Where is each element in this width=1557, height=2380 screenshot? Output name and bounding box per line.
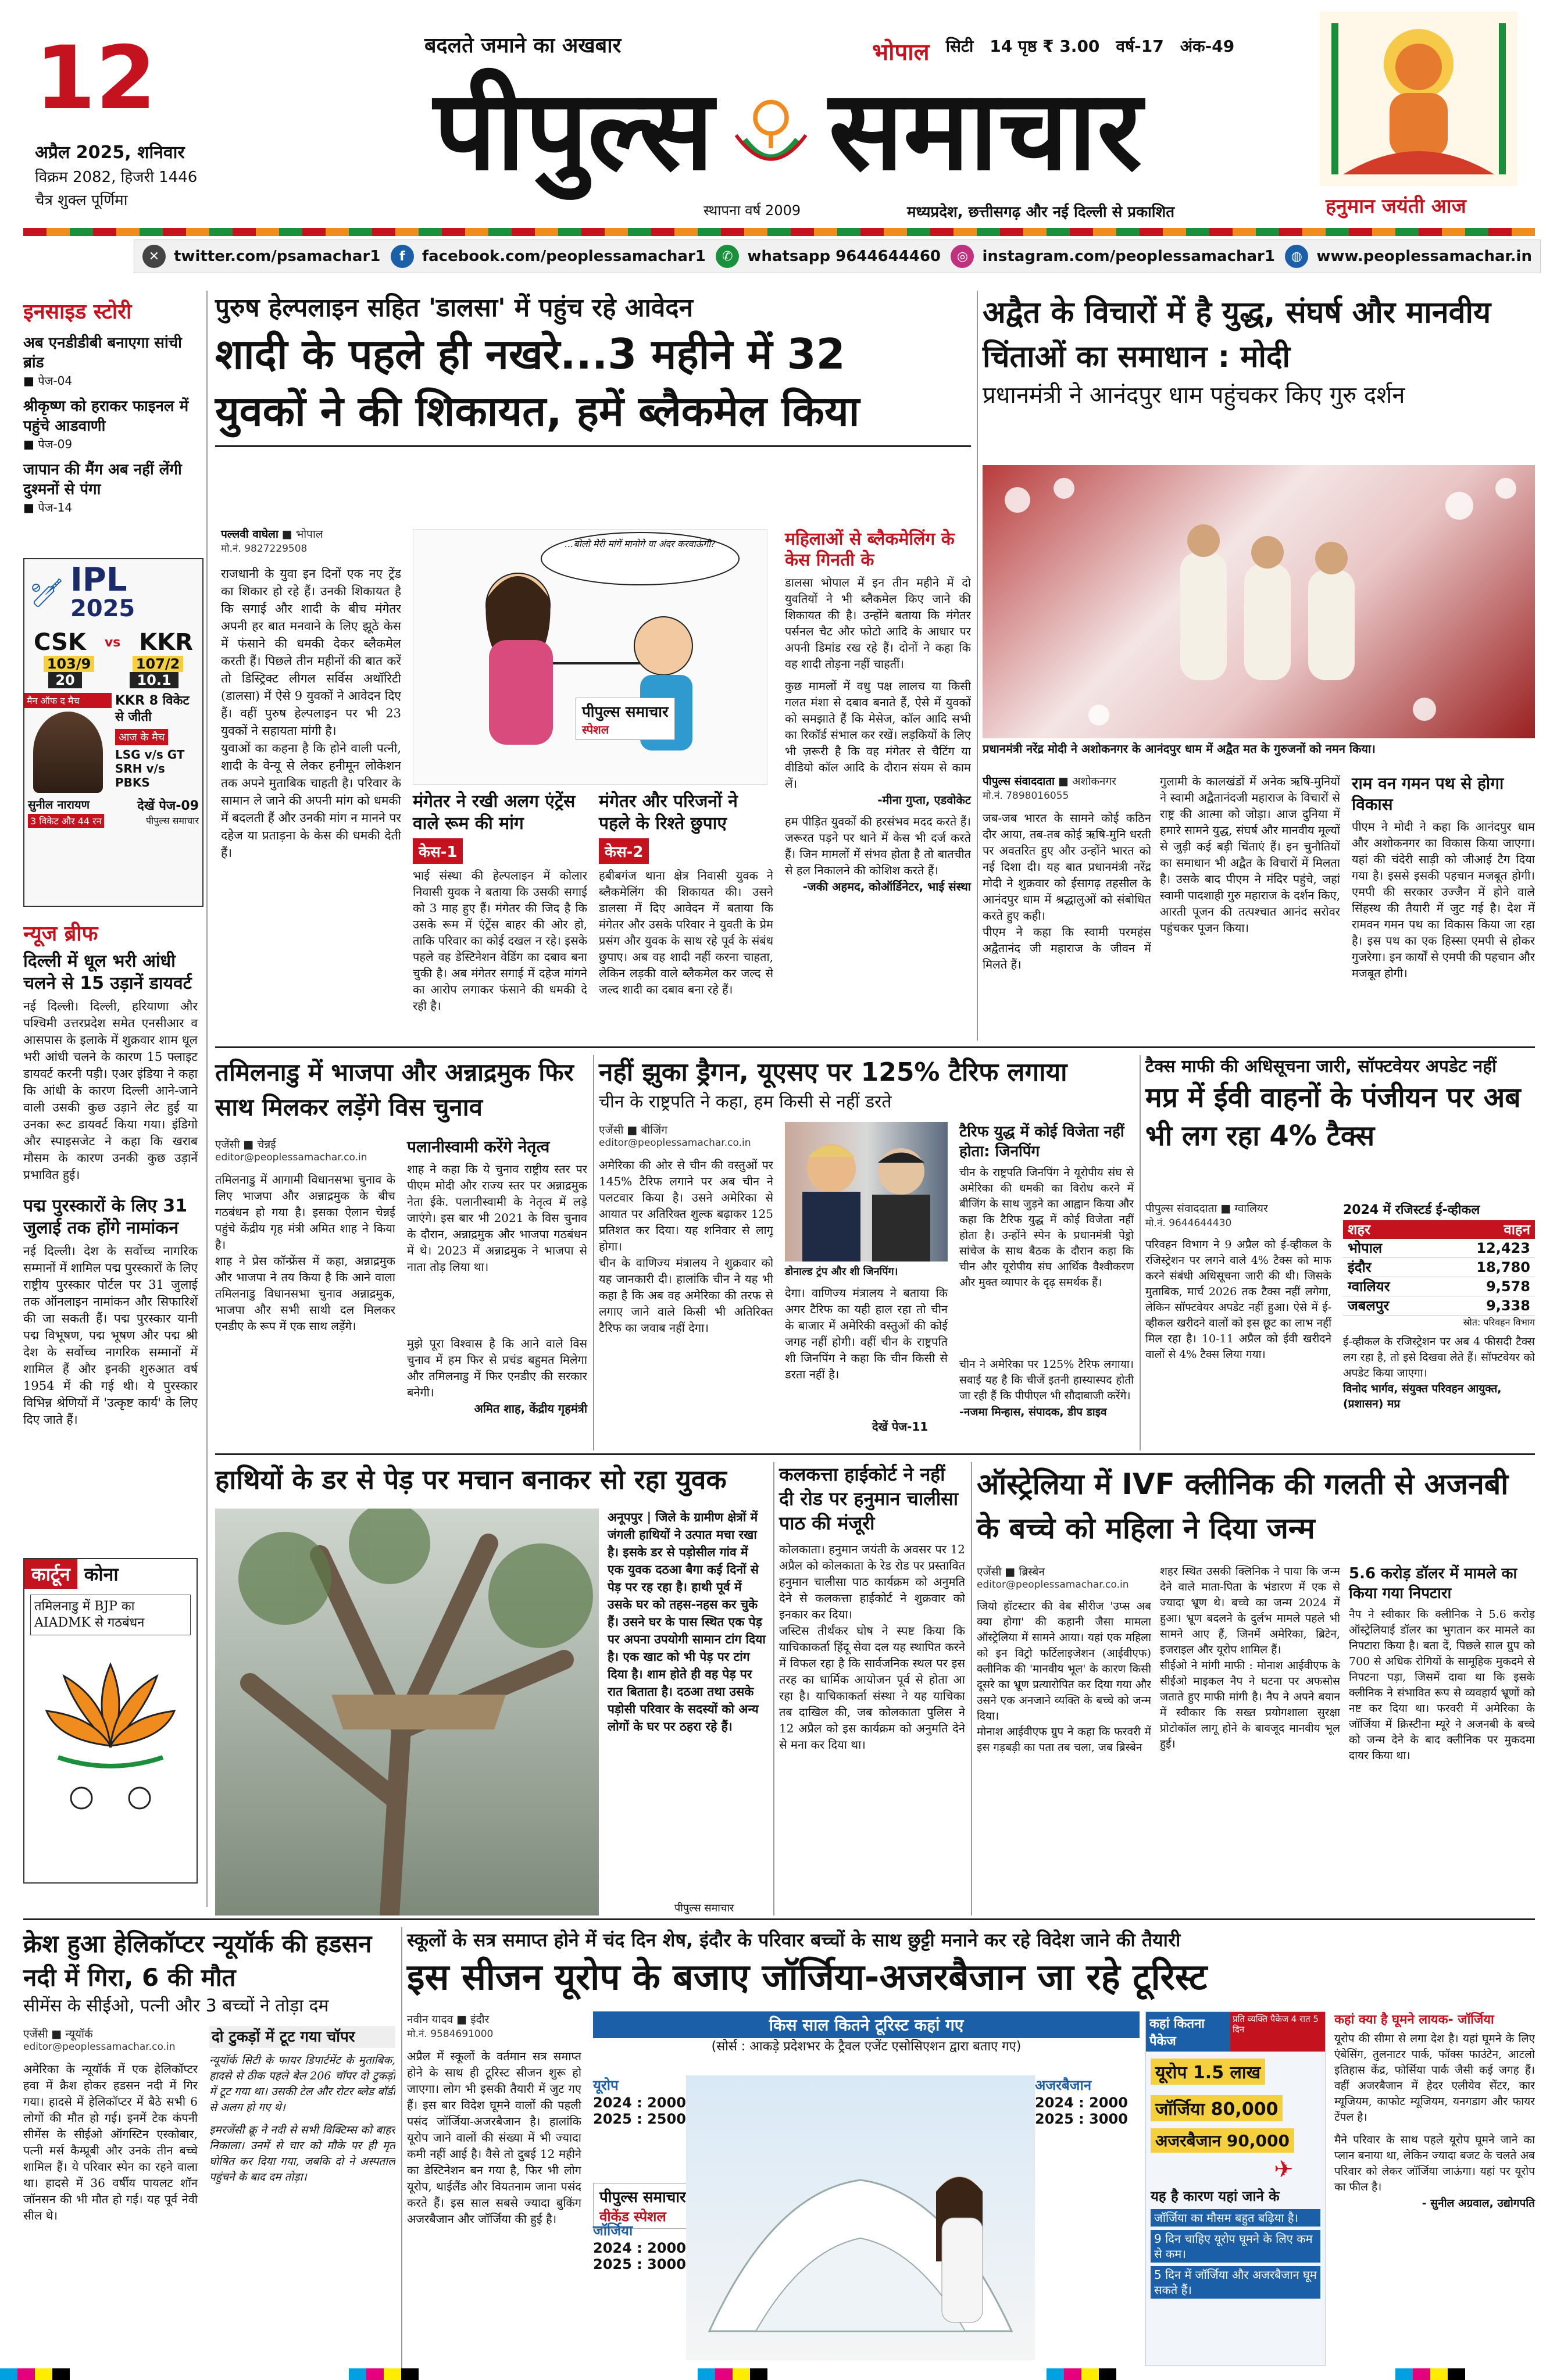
china-body-2: देगा। वाणिज्य मंत्रालय ने बताया कि अगर टैरिफ का यही हाल रहा तो चीन के बाजार में अमेरिकी वस्तुओं की कोई जगह नहीं होगी। वहीं चीन के राष्ट्रपति शी जिनपिंग ने कहा कि चीन किसी से डरता नहीं है। bbox=[785, 1286, 948, 1381]
case1-body: भाई संस्था की हेल्पलाइन में कोलार निवासी युवक ने बताया कि उसकी सगाई को 3 माह हुए हैं। मंगेतर की जिद है कि उसके रूम में एंट्रेंस बाहर की ओर हो, ताकि परिवार का कोई दखल न रहे। इसके पहले वह डेस्टिनेशन वेडिंग का दबाव बना चुकी है। अब मंगेतर सगाई में दहेज मांगने का आरोप लगाकर फंसाने की धमकी दे रही है। bbox=[413, 869, 587, 1013]
byline-name: पीपुल्स संवाददाता bbox=[983, 775, 1055, 788]
facebook-icon: f bbox=[391, 245, 414, 268]
social-facebook[interactable] bbox=[391, 245, 706, 268]
chart-source: (सोर्स : आकड़े प्रदेशभर के ट्रैवल एजेंट एसोसिएशन द्वारा बताए गए) bbox=[711, 2039, 1022, 2054]
china-see-page[interactable]: देखें पेज-11 bbox=[872, 1420, 929, 1434]
ivf-byline: एजेंसी ■ ब्रिस्बेन bbox=[977, 1566, 1045, 1578]
modi-story bbox=[983, 291, 1535, 1041]
inside-item[interactable] bbox=[23, 333, 198, 388]
heli-body: अमेरिका के न्यूयॉर्क में एक हेलिकॉप्टर हवा में क्रैश होकर हडसन नदी में गिर गया। हादसे में हेलिकॉप्टर में बैठे सभी 6 लोगों की मौत हो गई। इनमें टेक कंपनी सीमेंस के सीईओ ऑगस्टिन एस्कोबार, पत्नी मर्स कैम्प्रूबी और उनके तीन बच्चे शामिल हैं। ये परिवार स्पेन का रहने वाला था। हादसे में 36 वर्षीय पायलट शॉन जॉनसन की भी मौत हो गई। यह पूर्व नेवी सील थे। bbox=[23, 2062, 198, 2222]
tourism-byline: नवीन यादव ■ इंदौर bbox=[407, 2013, 490, 2026]
rule bbox=[215, 1046, 1535, 1048]
ipl-credit: पीपुल्स समाचार bbox=[145, 815, 199, 826]
news-brief bbox=[23, 919, 198, 1558]
column-divider bbox=[1140, 1055, 1141, 1450]
brief-body: नई दिल्ली। दिल्ली, हरियाणा और पश्चिमी उत्तरप्रदेश समेत एनसीआर व आसपास के इलाके में शुक्रवार शाम धूल भरी आंधी चलने के कारण 15 फ्लाइट डायवर्ट करनी पड़ी। एअर इंडिया ने कहा कि आंधी के कारण दिल्ली आने-जाने वाली उसकी कुछ उड़ाने लेट हुई या उनका रूट डायवर्ट किया गया। इंडिगो और स्पाइसजेट ने कहा कि खराब मौसम के कारण उनकी कुछ उड़ानें प्रभावित हुई। bbox=[23, 999, 198, 1182]
modi-side-head: राम वन गमन पथ से होगा विकास bbox=[1352, 774, 1504, 814]
georgia-2025: 2025 : 3000 bbox=[593, 2256, 686, 2272]
elephant-credit: पीपुल्स समाचार bbox=[674, 1902, 734, 1914]
special-badge bbox=[576, 698, 675, 740]
heli-byline: एजेंसी ■ न्यूयॉर्क bbox=[23, 2028, 93, 2040]
founded: स्थापना वर्ष 2009 bbox=[703, 202, 801, 219]
row-count: 18,780 bbox=[1476, 1259, 1530, 1275]
ev-kicker: टैक्स माफी की अधिसूचना जारी, सॉफ्टवेयर अपडेट नहीं bbox=[1145, 1056, 1497, 1077]
heli-story bbox=[23, 1927, 395, 2369]
x-icon: ✕ bbox=[142, 245, 166, 268]
lead-side-head: महिलाओं से ब्लैकमेलिंग के केस गिनती के bbox=[785, 529, 955, 570]
modi-byline: पीपुल्स संवाददाता ■ अशोकनगर bbox=[983, 775, 1116, 788]
ivf-headline[interactable]: ऑस्ट्रेलिया में IVF क्लीनिक की गलती से अजनबी के बच्चे को महिला ने दिया जन्म bbox=[977, 1467, 1509, 1545]
inside-item-page: ■ पेज-09 bbox=[23, 437, 73, 451]
inside-item-text: जापान की मैंग अब नहीं लेंगी दुश्मनों से पंगा bbox=[23, 461, 182, 498]
lead-mobile: मो.नं. 9827229508 bbox=[221, 543, 308, 555]
ev-headline[interactable]: मप्र में ईवी वाहनों के पंजीयन पर अब भी लग रहा 4% टैक्स bbox=[1145, 1081, 1521, 1152]
ipl-team1: CSK bbox=[33, 629, 86, 656]
ipl-match1: LSG v/s GT bbox=[115, 748, 185, 762]
ipl-result: KKR 8 विकेट से जीती bbox=[115, 694, 190, 724]
ivf-side-body: नैप ने स्वीकार कि क्लीनिक ने 5.6 करोड़ ऑस्ट्रेलियाई डॉलर का भुगतान कर मामले का निपटारा किया है। बता दें, पिछले साल ग्रुप को 700 से अधिक रोगियों के सामूहिक मुकदमे से निपटना पड़ा, जिसमें दावा था कि इसके क्लीनिक ने संभावित रूप से व्यवहार्य भ्रूणों को नष्ट कर दिया था। फरवरी में अमेरिका के जॉर्जिया में क्रिस्टीना म्यूरे ने अजनबी के बच्चे को जन्म देने के बाद क्लीनिक पर मुकदमा दायर किया था। bbox=[1349, 1608, 1535, 1762]
ev-story bbox=[1145, 1055, 1535, 1450]
ipl-team2: KKR bbox=[139, 629, 194, 656]
heli-deck: सीमेंस के सीईओ, पत्नी और 3 बच्चों ने तोड़ा दम bbox=[23, 1996, 329, 2016]
ipl-title: IPL bbox=[70, 561, 127, 599]
hanuman-illustration bbox=[1320, 12, 1517, 186]
row-city: इंदौर bbox=[1348, 1259, 1372, 1275]
ev-table bbox=[1343, 1200, 1535, 1411]
tourist-chart bbox=[593, 2011, 1140, 2360]
issue: अंक-49 bbox=[1180, 37, 1235, 56]
reasons-title: यह है कारण यहां जाने के bbox=[1151, 2188, 1280, 2204]
column-divider bbox=[977, 291, 978, 1041]
china-story bbox=[599, 1055, 1134, 1450]
ivf-body: जियो हॉटस्टार की वेब सीरीज 'उप्स अब क्या होगा' की कहानी जैसा मामला ऑस्ट्रेलिया में सामने आया। यहां एक महिला को इन विट्रो फर्टिलाइजेशन (आईवीएफ) क्लीनिक की 'मानवीय भूल' के कारण किसी दूसरे का भ्रूण प्रत्यारोपित कर दिया गया और उसने एक अनजाने व्यक्ति के बच्चे को जन्म दिया। मोनाश आईवीएफ ग्रुप ने कहा कि फरवरी में इस गड़बड़ी का पता तब चला, जब ब्रिस्बेन bbox=[977, 1600, 1151, 1754]
tn-quote: मुझे पूरा विश्वास है कि आने वाले विस चुनाव में हम फिर से प्रचंड बहुमत मिलेगा और तमिलनाडु में फिर एनडीए की सरकार बनेगी। bbox=[407, 1336, 587, 1399]
globe-icon: ◍ bbox=[1285, 245, 1308, 268]
heli-bullet: इमरजेंसी क्रू ने नदी से सभी विक्टिम्स को बाहर निकाला। उनमें से चार को मौके पर ही मृत घोषित कर दिया गया, जबकि दो ने अस्पताल पहुंचने के बाद दम तोड़ा। bbox=[209, 2124, 395, 2184]
masthead-stripe bbox=[23, 228, 1535, 236]
case2-body: हबीबगंज थाना क्षेत्र निवासी युवक ने ब्लैकमेलिंग की शिकायत की। उसने डालसा में दिए आवेदन में बताया कि मंगेतर और उसके परिवार ने युवती के प्रेम प्रसंग और युवक के साथ रहे पूर्व के संबंध छुपाए। अब वह शादी नहीं करना चाहता, लेकिन लड़की वाले ब्लैकमेल कर जल्द से जल्द शादी का दबाव बना रहे हैं। bbox=[599, 869, 773, 996]
tn-body: तमिलनाडु में आगामी विधानसभा चुनाव के लिए भाजपा और अन्नाद्रमुक के बीच गठबंधन हो गया है। इसका ऐलान चेन्नई पहुंचे केंद्रीय गृह मंत्री अमित शाह ने किया है। शाह ने प्रेस कॉन्फ्रेंस में कहा, अन्नाद्रमुक और भाजपा ने तय किया है कि आने वाला तमिलनाडु विधानसभा चुनाव अन्नाद्रमुक, भाजपा और सभी साथी दल मिलकर एनडीए के रूप में एक साथ लड़ेंगे। bbox=[215, 1173, 395, 1333]
cartoon-caption: तमिलनाडु में BJP का AIADMK से गठबंधन bbox=[30, 1595, 191, 1635]
rule bbox=[215, 445, 971, 447]
heli-email: editor@peoplessamachar.co.in bbox=[23, 2041, 176, 2053]
tn-email: editor@peoplessamachar.co.in bbox=[215, 1152, 367, 1163]
lead-headline[interactable]: शादी के पहले ही नखरे...3 महीने में 32 युवकों ने की शिकायत, हमें ब्लैकमेल किया bbox=[215, 330, 860, 435]
column-divider bbox=[971, 1462, 972, 1916]
georgia-label: जॉर्जिया bbox=[593, 2222, 633, 2239]
ev-byline: पीपुल्स संवाददाता ■ ग्वालियर bbox=[1145, 1202, 1268, 1215]
brief-headline[interactable]: दिल्ली में धूल भरी आंधी चलने से 15 उड़ानें डायवर्ट bbox=[23, 951, 192, 994]
instagram-icon: ◎ bbox=[951, 245, 974, 268]
table-row bbox=[1343, 1239, 1535, 1258]
logo-emblem-icon bbox=[727, 87, 815, 174]
azer-2024: 2024 : 2000 bbox=[1035, 2095, 1128, 2111]
ipl-overs2: 10.1 bbox=[130, 672, 178, 688]
inside-item-text: श्रीकृष्ण को हराकर फाइनल में पहुंचे आडवाणी bbox=[23, 398, 189, 435]
byline-name: पल्लवी वाघेला bbox=[221, 528, 278, 541]
china-side-head: टैरिफ युद्ध में कोई विजेता नहीं होता: जिनपिंग bbox=[959, 1123, 1124, 1160]
pkg-georgia: जॉर्जिया 80,000 bbox=[1151, 2095, 1283, 2121]
tourism-quote-by: - सुनील अग्रवाल, उद्योगपति bbox=[1422, 2197, 1535, 2210]
modi-photo bbox=[983, 465, 1535, 738]
ev-mobile: मो.नं. 9644644430 bbox=[1145, 1217, 1232, 1229]
social-web[interactable] bbox=[1285, 245, 1532, 268]
trump-xi-caption: डोनाल्ड ट्रंप और शी जिनपिंग। bbox=[785, 1266, 898, 1278]
special-brand: पीपुल्स समाचार bbox=[599, 2189, 686, 2206]
ipl-see-page[interactable]: देखें पेज-09 bbox=[137, 799, 199, 813]
festival-label: हनुमान जयंती आज bbox=[1326, 195, 1466, 218]
special-label: वीकेंड स्पेशल bbox=[599, 2209, 666, 2225]
rule bbox=[23, 1918, 1535, 1920]
ev-quote: ई-व्हीकल के रजिस्ट्रेशन पर अब 4 फीसदी टैक्स लग रहा है, तो इसे दिखवा लेते हैं। सॉफ्टवेयर को अपडेट किया जाएगा। bbox=[1343, 1335, 1535, 1380]
social-twitter[interactable] bbox=[142, 245, 380, 268]
modi-caption: प्रधानमंत्री नरेंद्र मोदी ने अशोकनगर के आनंदपुर धाम में अद्वैत मत के गुरुजनों को नमन किया। bbox=[983, 742, 1376, 756]
georgia-2024: 2024 : 2000 bbox=[593, 2240, 686, 2256]
lead-side-body: डालसा भोपाल में इन तीन महीने में दो युवतियों ने भी ब्लैकमेल किए जाने की शिकायत की है। उन्होंने बताया कि मंगेतर पर्सनल चैट और फोटो आदि के आधार पर अपनी डिमांड रख रहे हैं। दोनों ने कहा कि वह शादी तोड़ना नहीं चाहतीं। bbox=[785, 576, 971, 671]
elephant-headline[interactable]: हाथियों के डर से पेड़ पर मचान बनाकर सो रहा युवक bbox=[215, 1464, 727, 1495]
whatsapp-icon: ✆ bbox=[716, 245, 739, 268]
date-line-3: चैत्र शुक्ल पूर्णिमा bbox=[35, 192, 128, 209]
player-photo bbox=[33, 712, 103, 793]
social-bar bbox=[134, 240, 1541, 273]
heli-headline[interactable]: क्रेश हुआ हेलिकॉप्टर न्यूयॉर्क की हडसन नदी में गिरा, 6 की मौत bbox=[23, 1929, 372, 1992]
tourism-story bbox=[407, 1927, 1535, 2369]
pkg-europe: यूरोप 1.5 लाख bbox=[1151, 2059, 1265, 2085]
inside-item-page: ■ पेज-04 bbox=[23, 374, 73, 388]
lead-kicker[interactable]: पुरुष हेल्पलाइन सहित 'डालसा' में पहुंच रहे आवेदन bbox=[215, 293, 694, 323]
quote-2: हम पीड़ित युवकों की हरसंभव मदद करते हैं। जरूरत पड़ने पर थाने में केस भी दर्ज करते हैं। जिन मामलों में संभव होता है तो बातचीत से हल निकालने की कोशिश करते हैं। bbox=[785, 814, 971, 877]
special-brand: पीपुल्स समाचार bbox=[582, 703, 669, 721]
sub1-head: मंगेतर ने रखी अलग एंट्रेंस वाले रूम की मांग bbox=[413, 791, 576, 834]
chart-title: किस साल कितने टूरिस्ट कहां गए bbox=[593, 2011, 1140, 2038]
tree-machan-photo bbox=[215, 1509, 599, 1916]
quote-1: कुछ मामलों में वधु पक्ष लालच या किसी गलत मंशा से दबाव बनाते हैं, ऐसे में युवकों को समझाते हैं कि मेसेज, कॉल आदि सभी का रिकॉर्ड संभाल कर रखें। लड़कियों के लिए भी ज़रूरी है कि वह मंगेतर से चैटिंग या वीडियो कॉल आदि के दौरान संयम से काम लें। bbox=[785, 679, 971, 791]
instagram-link[interactable]: instagram.com/peoplessamachar1 bbox=[982, 248, 1275, 265]
package-box bbox=[1145, 2011, 1326, 2366]
brief-headline[interactable]: पद्म पुरस्कारों के लिए 31 जुलाई तक होंगे नामांकन bbox=[23, 1196, 188, 1238]
ivf-email: editor@peoplessamachar.co.in bbox=[977, 1579, 1129, 1591]
col-vehicle: वाहन bbox=[1504, 1221, 1530, 1238]
date-number: 12 bbox=[35, 28, 156, 129]
lead-body: राजधानी के युवा इन दिनों एक नए ट्रेंड का शिकार हो रहे हैं। उनकी शिकायत है कि सगाई और शादी के बीच मंगेतर अपनी हर बात मनवाने के लिए झूठे केस में फंसाने की धमकी देकर ब्लैकमेल करती हैं। पिछले तीन महीनों की बात करें तो डिस्ट्रिक्ट लीगल सर्विस अथॉरिटी (डालसा) में ऐसे 9 युवकों ने आवेदन दिए हैं। वहीं पुरुष हेल्पलाइन पर भी 23 युवकों ने सहायता मांगी है। युवाओं का कहना है कि होने वाली पत्नी, शादी के वेन्यू से लेकर हनीमून लोकेशन तक अपने मुताबिक चाहती है। परिवार के सामान ले जाने की अपनी मांग को धमकी में बदलती हैं और उनकी मांग न मानने पर दहेज या प्रताड़ना के केस की धमकी देती हैं। bbox=[221, 567, 401, 860]
inside-story-title: इनसाइड स्टोरी bbox=[23, 300, 132, 324]
hc-body: कोलकाता। हनुमान जयंती के अवसर पर 12 अप्रैल को कोलकाता के रेड रोड पर प्रस्तावित हनुमान चालीसा पाठ कार्यक्रम को अनुमति देने से कलकत्ता हाईकोर्ट ने शुक्रवार को इनकार कर दिया। जस्टिस तीर्थंकर घोष ने स्पष्ट किया कि याचिकाकर्ता हिंदू सेवा दल यह स्थापित करने में विफल रहा है कि सार्वजनिक स्थल पर इस तरह का धार्मिक आयोजन पूर्व से होता आ रहा है। याचिकाकर्ता संस्था ने यह याचिका तब दाखिल की, जब कोलकाता पुलिस ने 12 अप्रैल को इस कार्यक्रम को अनुमति देने से मना कर दिया था। bbox=[779, 1542, 965, 1752]
reason-item: जॉर्जिया का मौसम बहुत बढ़िया है। bbox=[1151, 2209, 1320, 2227]
column-divider bbox=[773, 1462, 774, 1916]
table-row bbox=[1343, 1296, 1535, 1316]
china-headline[interactable]: नहीं झुका ड्रैगन, यूएसए पर 125% टैरिफ लगाया bbox=[599, 1057, 1067, 1087]
elephant-caption: अनूपपुर | जिले के ग्रामीण क्षेत्रों में जंगली हाथियों ने उत्पात मचा रखा है। इसके डर से पड़ोसील गांव में एक युवक दठआ बैगा कई दिनों से पेड़ पर रह रहा है। हाथी पूर्व में उसके घर को तहस-नहस कर चुके हैं। उसने घर के पास स्थित एक पेड़ पर अपना उपयोगी सामान टांग दिया है। एक खाट को भी पेड़ पर टांग दिया है। शाम होते ही वह पेड़ पर रात बिताता है। दठआ तथा उसके पड़ोसी परिवार के सदस्यों को अन्य लोगों के घर पर ठहरा रहे हैं। bbox=[608, 1510, 766, 1734]
brief-body: नई दिल्ली। देश के सर्वोच्च नागरिक सम्मानों में शामिल पद्म पुरस्कारों के लिए राष्ट्रीय पुरस्कार पोर्टल पर 31 जुलाई तक ऑनलाइन नामांकन और सिफारिशें की जा सकती हैं। पद्म पुरस्कार यानी पद्म विभूषण, पद्म भूषण और पद्म श्री देश के सर्वोच्च नागरिक सम्मानों में शामिल हैं और इनकी शुरुआत वर्ष 1954 में की गई थी। ये पुरस्कार विभिन्न श्रेणियों में 'उत्कृष्ट कार्य' के लिए दिए जाते हैं। bbox=[23, 1244, 198, 1427]
package-title: कहां कितना पैकेज bbox=[1146, 2012, 1230, 2052]
edition: सिटी bbox=[945, 37, 974, 56]
tn-quote-by: अमित शाह, केंद्रीय गृहमंत्री bbox=[474, 1402, 587, 1416]
masthead bbox=[0, 0, 1557, 238]
ipl-player: सुनील नारायण bbox=[28, 798, 90, 812]
inside-item[interactable] bbox=[23, 460, 198, 515]
ivf-body-2: शहर स्थित उसकी क्लिनिक ने पाया कि जन्म देने वाले माता-पिता के भंडारण में एक से ज्यादा भ्रूण थे। बच्चे का जन्म 2024 में हुआ। भ्रूण बदलने के दुर्लभ मामले पहले भी सामने आए हैं, जिनमें अमेरिका, ब्रिटेन, इजराइल और यूरोप शामिल हैं। सीईओ ने मांगी माफी : मोनाश आईवीएफ के सीईओ माइकल नैप ने घटना पर अफसोस जताते हुए माफी मांगी है। नैप ने अपने बयान में स्वीकार कि सख्त प्रयोगशाला सुरक्षा प्रोटोकॉल लागू होने के बावजूद मानवीय भूल हुई। bbox=[1160, 1565, 1340, 1750]
europe-2025: 2025 : 2500 bbox=[593, 2111, 686, 2127]
row-count: 9,338 bbox=[1486, 1298, 1530, 1314]
print-marks bbox=[0, 2368, 1557, 2380]
tagline: बदलते जमाने का अखबार bbox=[424, 34, 622, 58]
europe-2024: 2024 : 2000 bbox=[593, 2095, 686, 2111]
lotus-illustration bbox=[41, 1641, 180, 1827]
case2-label: केस-2 bbox=[599, 838, 649, 864]
ipl-bat-icon: 🏏︎ bbox=[29, 576, 65, 609]
byline-city: अशोकनगर bbox=[1072, 775, 1116, 788]
plane-icon: ✈ bbox=[1274, 2156, 1294, 2183]
inside-item-page: ■ पेज-14 bbox=[23, 501, 73, 514]
china-quote-by: -नजमा मिन्हास, संपादक, डीप डाइव bbox=[959, 1406, 1107, 1418]
ev-table-title: 2024 में रजिस्टर्ड ई-व्हीकल bbox=[1343, 1203, 1480, 1217]
sculpture-photo bbox=[686, 2075, 1035, 2360]
ev-quote-by: विनोद भार्गव, संयुक्त परिवहन आयुक्त, (प्रशासन) मप्र bbox=[1343, 1382, 1502, 1410]
table-row bbox=[1343, 1277, 1535, 1296]
modi-side-body: पीएम ने मोदी ने कहा कि आनंदपुर धाम और अशोकनगर का विकास किया जाएगा। यहां की चंदेरी साड़ी को जीआई टैग दिया गया है। इससे इसकी पहचान मजबूत होगी। एमपी की सरकार उज्जैन में होने वाले सिंहस्थ की तैयारी में जुट गई है। देश में रामवन गमन पथ का विकास किया जा रहा है। इस पथ का एक हिस्सा एमपी से होकर गुजरेगा। इन कार्यों से एमपी की पहचान और मजबूत होगी। bbox=[1352, 820, 1535, 980]
tn-sub-head: पलानीस्वामी करेंगे नेतृत्व bbox=[407, 1137, 550, 1156]
sub2-head: मंगेतर और परिजनों ने पहले के रिश्ते छुपाए bbox=[599, 791, 738, 834]
china-deck: चीन के राष्ट्रपति ने कहा, हम किसी से नहीं डरते bbox=[599, 1092, 892, 1112]
social-whatsapp[interactable] bbox=[716, 245, 941, 268]
lead-byline: पल्लवी वाघेला ■ भोपाल bbox=[221, 528, 323, 541]
tourism-headline[interactable]: इस सीजन यूरोप के बजाए जॉर्जिया-अजरबैजान जा रहे टूरिस्ट bbox=[407, 1956, 1208, 1998]
special-label: स्पेशल bbox=[582, 723, 609, 737]
col-city: शहर bbox=[1348, 1221, 1370, 1238]
ipl-match2: SRH v/s PBKS bbox=[115, 762, 165, 789]
edition-info bbox=[872, 35, 1234, 67]
whatsapp-link[interactable]: whatsapp 9644644460 bbox=[747, 248, 941, 265]
ivf-story bbox=[977, 1462, 1535, 1916]
modi-mobile: मो.नं. 7898016055 bbox=[983, 790, 1069, 802]
ipl-today-label: आज के मैच bbox=[115, 729, 168, 745]
tourism-mobile: मो.नं. 9584691000 bbox=[407, 2028, 494, 2040]
row-city: ग्वालियर bbox=[1348, 1278, 1390, 1295]
inside-item-text: अब एनडीडीबी बनाएगा सांची ब्रांड bbox=[23, 334, 182, 371]
social-instagram[interactable] bbox=[951, 245, 1274, 268]
heli-sub-head: दो टुकड़ों में टूट गया चॉपर bbox=[209, 2026, 395, 2048]
package-sub: प्रति व्यक्ति पैकेज 4 रात 5 दिन bbox=[1230, 2012, 1325, 2052]
cartoon-title-2: कोना bbox=[84, 1563, 119, 1585]
news-brief-title: न्यूज ब्रीफ bbox=[23, 922, 98, 946]
hc-headline[interactable]: कलकत्ता हाईकोर्ट ने नहीं दी रोड पर हनुमान चालीसा पाठ की मंजूरी bbox=[779, 1463, 959, 1534]
row-city: जबलपुर bbox=[1348, 1298, 1390, 1314]
cartoon-bubble-text: ...बोलो मेरी मांगें मानोगे या अंदर करवाऊंगी? bbox=[565, 538, 716, 549]
modi-body-2: गुलामी के कालखंडों में अनेक ऋषि-मुनियों ने स्वामी अद्वैतानंदजी महाराज के विचारों से राष्ट्र की आत्मा को जोड़ा। आज दुनिया में हमारे सामने युद्ध, संघर्ष और मानवीय मूल्यों से जुड़ी कई बड़ी चिंताएं हैं। इन चुनौतियों का समाधान भी अद्वैत के विचारों में मिलता है। उसके बाद पीएम ने मंदिर पहुंचे, जहां स्वामी पादशाही गुरु महाराज के दर्शन किए, आरती पूजन की तत्पश्चात आनंद सरोवर पहुंचकर पूजन किया। bbox=[1160, 774, 1340, 935]
tn-headline[interactable]: तमिलनाडु में भाजपा और अन्नाद्रमुक फिर साथ मिलकर लड़ेंगे विस चुनाव bbox=[215, 1058, 574, 1121]
modi-body: जब-जब भारत के सामने कोई कठिन दौर आया, तब-तब कोई ऋषि-मुनि धरती पर अवतरित हुए और उन्होंने भारत को नई दिशा दी। यह बात प्रधानमंत्री नरेंद्र मोदी ने शुक्रवार को ईसागढ़ तहसील के आनंदपुर धाम में श्रद्धालुओं को संबोधित करते हुए कही। पीएम ने कहा कि स्वामी परमहंस अद्वैतानंद जी महाराज के जीवन में मिलते हैं। bbox=[983, 811, 1151, 971]
reason-item: 9 दिन चाहिए यूरोप घूमने के लिए कम से कम। bbox=[1151, 2230, 1320, 2263]
date-line-2: विक्रम 2082, हिजरी 1446 bbox=[35, 169, 198, 186]
tourism-side-title: कहां क्या है घूमने लायक- जॉर्जिया bbox=[1334, 2013, 1494, 2027]
cartoon-corner bbox=[23, 1558, 198, 1884]
ipl-year: 2025 bbox=[70, 595, 135, 622]
ivf-side-head: 5.6 करोड़ डॉलर में मामले का किया गया निपटारा bbox=[1349, 1565, 1517, 1602]
azer-2025: 2025 : 3000 bbox=[1035, 2111, 1128, 2127]
rule bbox=[215, 1453, 1535, 1455]
facebook-link[interactable]: facebook.com/peoplessamachar1 bbox=[422, 248, 706, 265]
byline-city: भोपाल bbox=[295, 528, 323, 541]
ipl-mom-label: मैन ऑफ द मैच bbox=[24, 693, 112, 708]
tourism-side-body: यूरोप की सीमा से लगा देश है। यहां घूमने के लिए एंबेसिंग, तुलनाटर पार्क, फॉक्स फाउंटेन, आटलो इतिहास केंद्र, फोर्सिया पार्क जैसी कई जगह हैं। वहीं अजरबैजान में हेदर एलीयेव सेंटर, कार म्यूजियम, काफोट म्यूजियम, यनगडाग और फायर टेंपल है। bbox=[1334, 2032, 1535, 2124]
elephant-story bbox=[215, 1462, 767, 1916]
reason-item: 5 दिन में जॉर्जिया और अजरबैजान घूम सकते हैं। bbox=[1151, 2266, 1320, 2299]
quote-1-by: -मीना गुप्ता, एडवोकेट bbox=[877, 793, 971, 807]
trump-xi-photo bbox=[785, 1122, 948, 1262]
lead-story bbox=[215, 291, 971, 1041]
china-quote: चीन ने अमेरिका पर 125% टैरिफ लगाया। सवाई यह है कि चीजें इतनी हास्यास्पद होती जा रही हैं कि पीपीएल भी सौदाबाजी करेंगे। bbox=[959, 1358, 1134, 1402]
china-email: editor@peoplessamachar.co.in bbox=[599, 1137, 751, 1149]
china-byline: एजेंसी ■ बीजिंग bbox=[599, 1124, 667, 1137]
column-divider bbox=[593, 1055, 594, 1450]
paper-name-right: समाचार bbox=[829, 66, 1142, 195]
ipl-vs: vs bbox=[104, 635, 121, 650]
column-divider bbox=[401, 1927, 402, 2369]
tn-story bbox=[215, 1055, 587, 1450]
ipl-score2: 107/2 bbox=[133, 656, 184, 672]
twitter-link[interactable]: twitter.com/psamachar1 bbox=[174, 248, 381, 265]
cartoon-illustration bbox=[413, 529, 767, 785]
ipl-score1: 103/9 bbox=[44, 656, 95, 672]
row-city: भोपाल bbox=[1348, 1240, 1383, 1256]
inside-item[interactable] bbox=[23, 396, 198, 452]
modi-deck: प्रधानमंत्री ने आनंदपुर धाम पहुंचकर किए गुरु दर्शन bbox=[983, 382, 1405, 409]
china-body: अमेरिका की ओर से चीन की वस्तुओं पर 145% टैरिफ लगाने पर अब चीन ने पलटवार किया है। उसने अमेरिका से आयात पर अतिरिक्त शुल्क बढ़ाकर 125 प्रतिशत कर दिया। यह शनिवार से लागू होगा। चीन के वाणिज्य मंत्रालय ने शुक्रवार को यह जानकारी दी। हालांकि चीन ने यह भी कहा है कि अब वह अमेरिका की तरफ से लगाए जाने वाले किसी भी अतिरिक्त टैरिफ का जवाब नहीं देगा। bbox=[599, 1158, 773, 1335]
paper-name bbox=[273, 64, 1302, 198]
china-side-body: चीन के राष्ट्रपति जिनपिंग ने यूरोपीय संघ से अमेरिका की धमकी का विरोध करने में बीजिंग के साथ जुड़ने का आह्वान किया और कहा कि टैरिफ युद्ध में कोई विजेता नहीं होता है। उन्होंने स्पेन के प्रधानमंत्री पेड्रो सांचेज के साथ बैठक के दौरान कहा कि चीन और यूरोपीय संघ आर्थिक वैश्वीकरण और मुक्त व्यापार के दृढ़ समर्थक हैं। bbox=[959, 1166, 1134, 1289]
table-row bbox=[1343, 1258, 1535, 1277]
tn-sub-body: शाह ने कहा कि ये चुनाव राष्ट्रीय स्तर पर पीएम मोदी और राज्य स्तर पर अन्नाद्रमुक नेता ईके. पलानीस्वामी के नेतृत्व में लड़े जाएंगे। इस बार भी 2021 के विस चुनाव के दौरान, अन्नाद्रमुक और भाजपा गठबंधन में थे। 2023 में अन्नाद्रमुक ने भाजपा से नाता तोड़ लिया था। bbox=[407, 1162, 587, 1274]
heli-bullet: न्यूयॉर्क सिटी के फायर डिपार्टमेंट के मुताबिक, हादसे से ठीक पहले बेल 206 चॉपर दो टुकड़ों में टूट गया था। उसकी टेल और रोटर ब्लेड बॉडी से अलग हो गए थे। bbox=[209, 2054, 395, 2114]
column-divider bbox=[206, 291, 208, 1907]
paper-name-left: पीपुल्स bbox=[433, 66, 714, 195]
date-line-1: अप्रैल 2025, शनिवार bbox=[35, 142, 185, 163]
ev-body: परिवहन विभाग ने 9 अप्रैल को ई-व्हीकल के रजिस्ट्रेशन पर लगने वाले 4% टैक्स को माफ करने संबंधी अधिसूचना जारी की थी। जिसके मुताबिक, मार्च 2026 तक टैक्स नहीं लगेगा, लेकिन सॉफ्टवेयर अपडेट नहीं हुआ। ऐसे में ई-व्हीकल खरीदने वालों को इस छूट का लाभ नहीं मिल रहा है। 10-11 अप्रैल को ईवी खरीदने वालों से 4% टैक्स लिया गया। bbox=[1145, 1238, 1331, 1361]
ipl-box bbox=[23, 558, 203, 907]
city: भोपाल bbox=[872, 39, 930, 66]
ipl-overs1: 20 bbox=[48, 672, 81, 688]
azer-label: अजरबैजान bbox=[1035, 2077, 1092, 2093]
tourism-quote: मैने परिवार के साथ पहले यूरोप घूमने जाने का प्लान बनाया था, लेकिन ज्यादा बजट के चलते अब परिवार को लेकर जॉर्जिया जाऊंगा। यहां पर यूरोप का फील है। bbox=[1334, 2134, 1535, 2193]
pages-price: 14 पृष्ठ ₹ 3.00 bbox=[990, 37, 1100, 56]
ev-table-header bbox=[1343, 1220, 1535, 1239]
modi-headline[interactable]: अद्वैत के विचारों में है युद्ध, संघर्ष और मानवीय चिंताओं का समाधान : मोदी bbox=[983, 295, 1491, 374]
pkg-azer: अजरबैजान 90,000 bbox=[1151, 2128, 1294, 2153]
case1-label: केस-1 bbox=[413, 838, 463, 864]
europe-label: यूरोप bbox=[593, 2077, 619, 2093]
tourism-body: अप्रैल में स्कूलों के वर्तमान सत्र समाप्त होने के साथ ही टूरिस्ट सीजन शुरू हो जाएगा। लोग भी इसकी तैयारी में जुट गए हैं। इस बार विदेश घूमने वालों की पहली पसंद जॉर्जिया-अजरबैजान है। हालांकि यूरोप जाने वालों की संख्या में भी ज्यादा कमी नहीं आई है। वैसे तो दुबई 12 महीने का डेस्टिनेशन बन गया है, फिर भी लोग यूरोप, थाईलैंड और वियतनाम जाना पसंद करते हैं। इस साल सबसे ज्यादा बुकिंग अजरबैजान और जॉर्जिया की हुई है। bbox=[407, 2049, 581, 2226]
ipl-player-stats: 3 विकेट और 44 रन bbox=[28, 814, 104, 828]
year: वर्ष-17 bbox=[1116, 37, 1164, 56]
row-count: 9,578 bbox=[1486, 1278, 1530, 1295]
website-link[interactable]: www.peoplessamachar.in bbox=[1316, 248, 1532, 265]
ev-source: स्रोत: परिवहन विभाग bbox=[1463, 1317, 1535, 1328]
cartoon-title-1: कार्टून bbox=[24, 1559, 77, 1589]
tourism-kicker: स्कूलों के सत्र समाप्त होने में चंद दिन शेष, इंदौर के परिवार बच्चों के साथ छुट्टी मनाने कर रहे विदेश जाने की तैयारी bbox=[407, 1929, 1181, 1951]
published: मध्यप्रदेश, छत्तीसगढ़ और नई दिल्ली से प्रकाशित bbox=[907, 203, 1175, 221]
hc-story bbox=[779, 1462, 965, 1916]
row-count: 12,423 bbox=[1476, 1240, 1530, 1256]
quote-2-by: -जकी अहमद, कोऑर्डिनेटर, भाई संस्था bbox=[802, 880, 971, 894]
tn-byline: एजेंसी ■ चेन्नई bbox=[215, 1138, 276, 1151]
